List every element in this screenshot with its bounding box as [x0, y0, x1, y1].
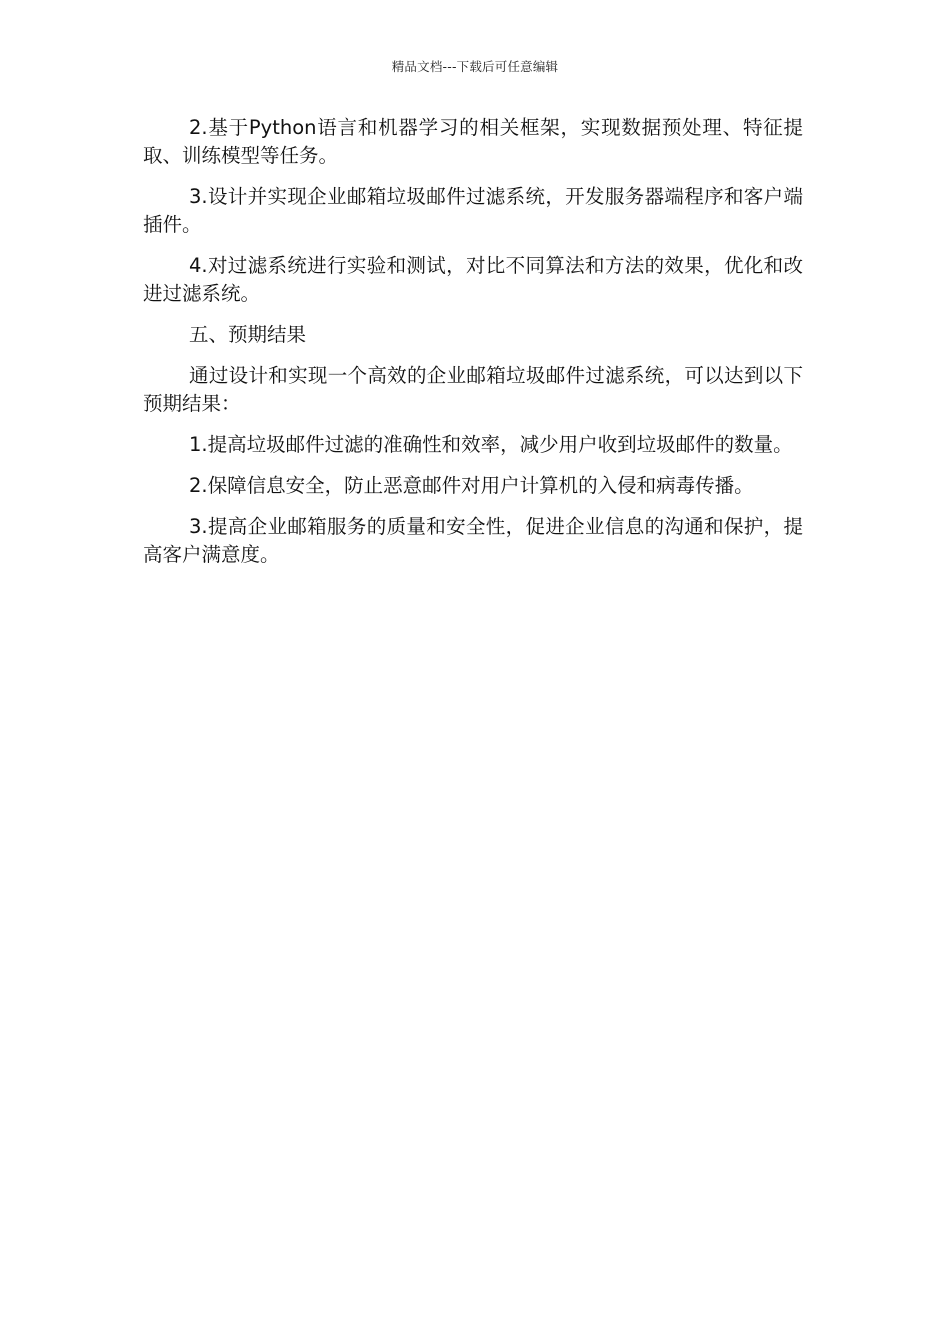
paragraph-result-3: 3.提高企业邮箱服务的质量和安全性，促进企业信息的沟通和保护，提高客户满意度。: [143, 515, 803, 566]
paragraph-task-3: 3.设计并实现企业邮箱垃圾邮件过滤系统，开发服务器端程序和客户端插件。: [143, 185, 803, 236]
page-header: 精品文档---下载后可任意编辑: [391, 59, 559, 74]
paragraph-results-intro: 通过设计和实现一个高效的企业邮箱垃圾邮件过滤系统，可以达到以下预期结果：: [143, 364, 803, 415]
paragraph-task-2: 2.基于Python语言和机器学习的相关框架，实现数据预处理、特征提取、训练模型等任务。: [143, 116, 803, 167]
section-heading-expected-results: 五、预期结果: [189, 323, 307, 346]
document-body: [143, 114, 803, 582]
paragraph-result-2: 2.保障信息安全，防止恶意邮件对用户计算机的入侵和病毒传播。: [189, 474, 754, 497]
paragraph-task-4: 4.对过滤系统进行实验和测试，对比不同算法和方法的效果，优化和改进过滤系统。: [143, 254, 803, 305]
paragraph-result-1: 1.提高垃圾邮件过滤的准确性和效率，减少用户收到垃圾邮件的数量。: [189, 433, 793, 456]
